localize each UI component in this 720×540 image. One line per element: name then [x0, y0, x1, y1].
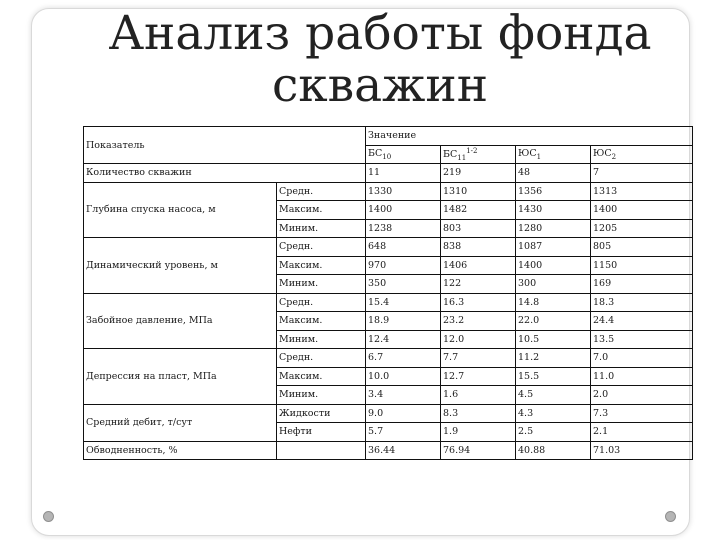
value-header: Значение — [366, 127, 693, 146]
table-row — [84, 349, 693, 368]
value-cell: 11.2 — [516, 349, 591, 368]
column-base: ЮС — [593, 147, 612, 159]
value-cell: 11 — [366, 164, 441, 183]
value-cell: 11.0 — [591, 367, 693, 386]
value-cell: 8.3 — [441, 404, 516, 423]
value-cell: 838 — [441, 238, 516, 257]
value-cell: 1330 — [366, 182, 441, 201]
table-row — [84, 404, 693, 423]
stat-label: Средн. — [277, 293, 366, 312]
value-cell: 1.9 — [441, 423, 516, 442]
stat-label: Миним. — [277, 386, 366, 405]
value-cell: 1150 — [591, 256, 693, 275]
value-cell: 12.0 — [441, 330, 516, 349]
value-cell: 350 — [366, 275, 441, 294]
stat-label: Нефти — [277, 423, 366, 442]
slide-title — [60, 8, 700, 112]
value-cell: 12.7 — [441, 367, 516, 386]
stat-label: Средн. — [277, 182, 366, 201]
value-cell: 6.7 — [366, 349, 441, 368]
column-header — [366, 145, 441, 164]
value-cell: 648 — [366, 238, 441, 257]
column-sub: 1 — [536, 152, 542, 161]
value-cell: 18.9 — [366, 312, 441, 331]
value-cell: 1313 — [591, 182, 693, 201]
value-cell: 22.0 — [516, 312, 591, 331]
value-cell: 5.7 — [366, 423, 441, 442]
table-row — [84, 182, 693, 201]
value-cell: 16.3 — [441, 293, 516, 312]
stat-label: Миним. — [277, 219, 366, 238]
value-cell: 23.2 — [441, 312, 516, 331]
table-row — [84, 238, 693, 257]
value-cell: 7.7 — [441, 349, 516, 368]
column-base: БС — [443, 148, 458, 160]
value-cell: 10.5 — [516, 330, 591, 349]
column-header — [516, 145, 591, 164]
value-cell: 3.4 — [366, 386, 441, 405]
value-cell: 1238 — [366, 219, 441, 238]
value-cell: 1.6 — [441, 386, 516, 405]
binder-ring-right-icon — [665, 511, 676, 522]
stat-label: Средн. — [277, 349, 366, 368]
stat-label: Максим. — [277, 312, 366, 331]
value-cell: 219 — [441, 164, 516, 183]
value-cell: 1406 — [441, 256, 516, 275]
value-cell: 48 — [516, 164, 591, 183]
empty-cell — [277, 441, 366, 460]
value-cell: 4.3 — [516, 404, 591, 423]
value-cell: 7.3 — [591, 404, 693, 423]
stat-label: Максим. — [277, 367, 366, 386]
column-sub: 11 — [457, 153, 467, 162]
value-cell: 9.0 — [366, 404, 441, 423]
value-cell: 1400 — [591, 201, 693, 220]
group-label: Средний дебит, т/сут — [84, 404, 277, 441]
value-cell: 805 — [591, 238, 693, 257]
table-row — [84, 164, 693, 183]
value-cell: 7.0 — [591, 349, 693, 368]
value-cell: 1310 — [441, 182, 516, 201]
wells-analysis-table — [83, 126, 693, 460]
value-cell: 122 — [441, 275, 516, 294]
indicator-header: Показатель — [84, 127, 366, 164]
column-base: ЮС — [518, 147, 537, 159]
value-cell: 169 — [591, 275, 693, 294]
value-cell: 1205 — [591, 219, 693, 238]
group-label: Забойное давление, МПа — [84, 293, 277, 349]
value-cell: 1087 — [516, 238, 591, 257]
value-cell: 300 — [516, 275, 591, 294]
value-cell: 2.1 — [591, 423, 693, 442]
value-cell: 1482 — [441, 201, 516, 220]
stat-label: Жидкости — [277, 404, 366, 423]
column-sub: 10 — [382, 152, 392, 161]
column-sup: 1-2 — [466, 146, 478, 155]
value-cell: 12.4 — [366, 330, 441, 349]
value-cell: 4.5 — [516, 386, 591, 405]
group-label: Глубина спуска насоса, м — [84, 182, 277, 238]
value-cell: 76.94 — [441, 441, 516, 460]
column-base: БС — [368, 147, 383, 159]
table-row — [84, 293, 693, 312]
value-cell: 1430 — [516, 201, 591, 220]
row-label: Обводненность, % — [84, 441, 277, 460]
value-cell: 18.3 — [591, 293, 693, 312]
value-cell: 970 — [366, 256, 441, 275]
title-line: Анализ работы фонда — [108, 6, 652, 61]
value-cell: 2.0 — [591, 386, 693, 405]
column-header — [591, 145, 693, 164]
value-cell: 14.8 — [516, 293, 591, 312]
value-cell: 1280 — [516, 219, 591, 238]
value-cell: 1356 — [516, 182, 591, 201]
value-cell: 36.44 — [366, 441, 441, 460]
column-header — [441, 145, 516, 164]
group-label: Депрессия на пласт, МПа — [84, 349, 277, 405]
value-cell: 1400 — [516, 256, 591, 275]
title-line: скважин — [271, 58, 489, 113]
value-cell: 2.5 — [516, 423, 591, 442]
value-cell: 1400 — [366, 201, 441, 220]
value-cell: 15.4 — [366, 293, 441, 312]
value-cell: 15.5 — [516, 367, 591, 386]
value-cell: 24.4 — [591, 312, 693, 331]
value-cell: 803 — [441, 219, 516, 238]
binder-ring-left-icon — [43, 511, 54, 522]
stat-label: Миним. — [277, 275, 366, 294]
header-row — [84, 127, 693, 146]
value-cell: 40.88 — [516, 441, 591, 460]
stat-label: Максим. — [277, 201, 366, 220]
column-sub: 2 — [611, 152, 617, 161]
stat-label: Средн. — [277, 238, 366, 257]
value-cell: 7 — [591, 164, 693, 183]
stat-label: Миним. — [277, 330, 366, 349]
stat-label: Максим. — [277, 256, 366, 275]
value-cell: 13.5 — [591, 330, 693, 349]
row-label: Количество скважин — [84, 164, 366, 183]
table-row — [84, 441, 693, 460]
group-label: Динамический уровень, м — [84, 238, 277, 294]
value-cell: 10.0 — [366, 367, 441, 386]
value-cell: 71.03 — [591, 441, 693, 460]
